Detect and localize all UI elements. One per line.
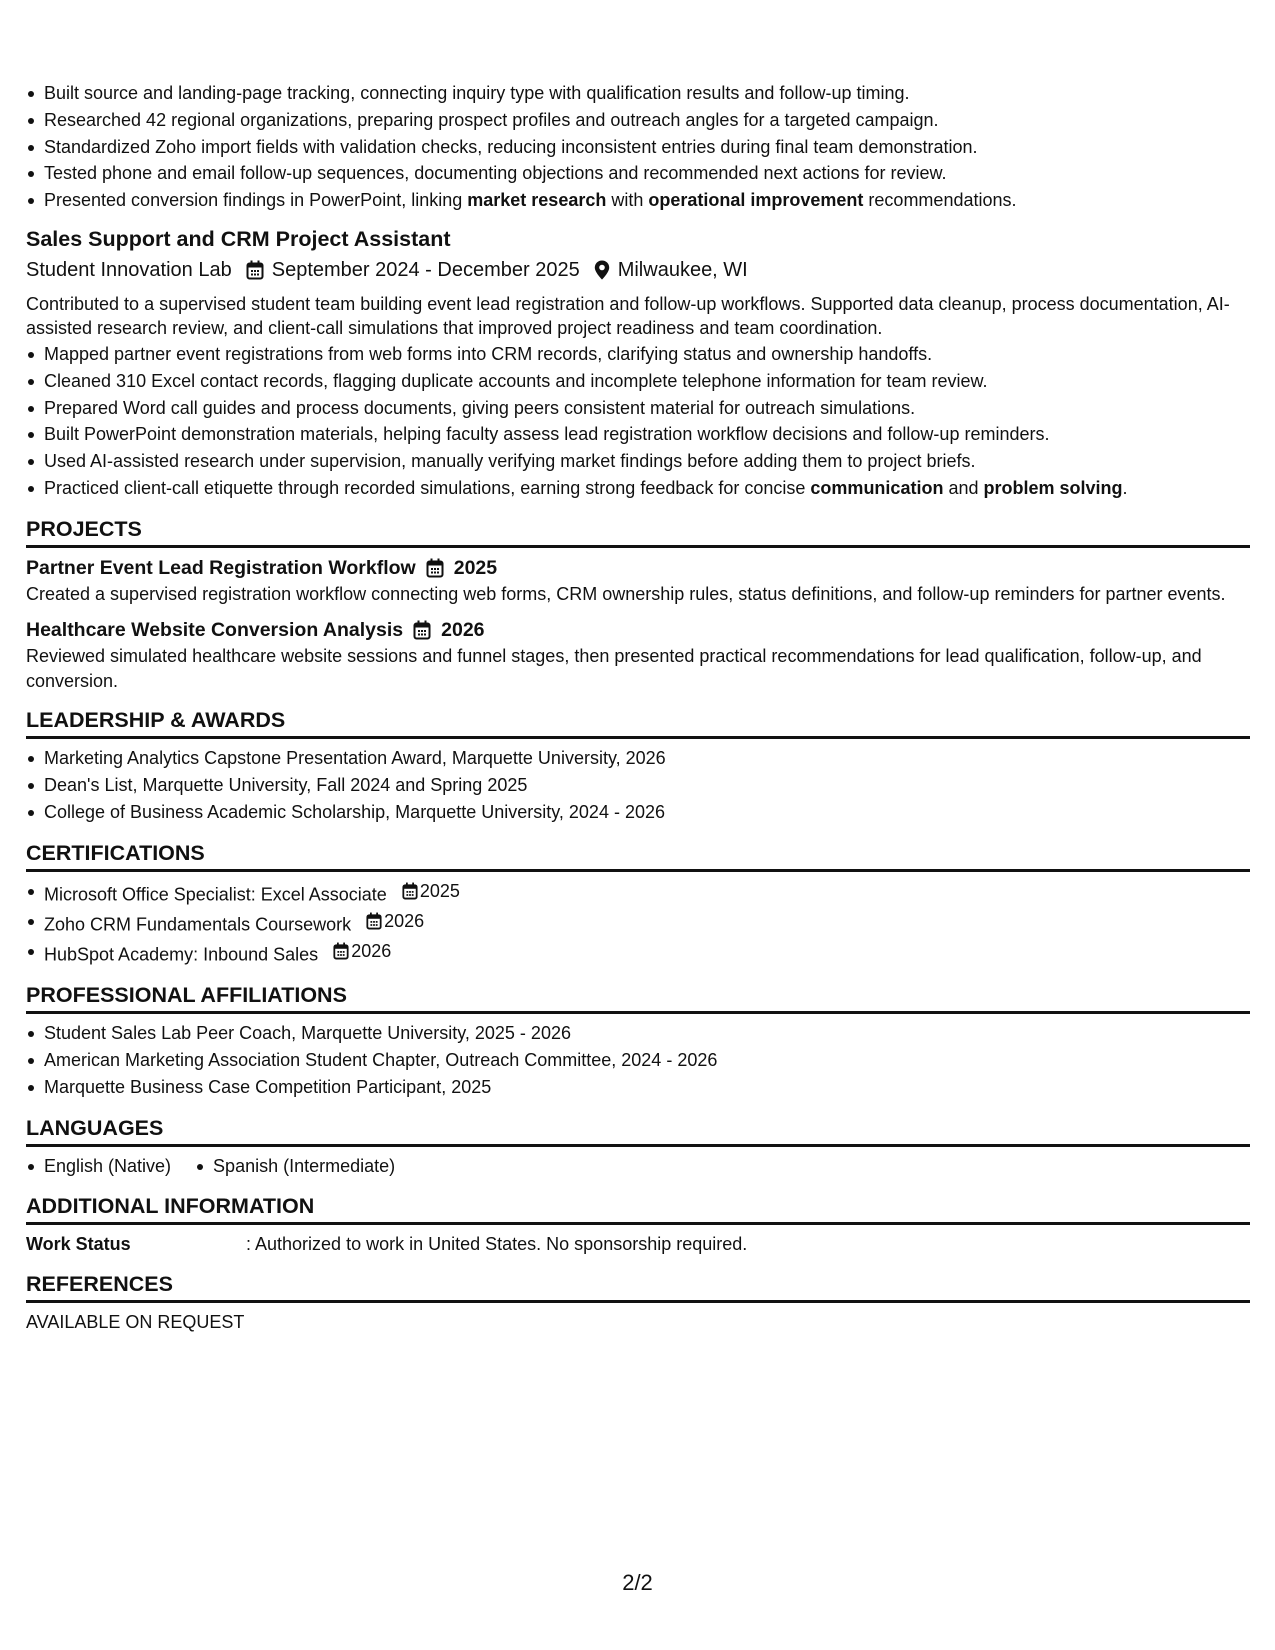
prev-job-bullets xyxy=(26,80,1250,214)
list-item xyxy=(26,908,1250,938)
job-org: Student Innovation Lab xyxy=(26,258,232,281)
map-pin-icon xyxy=(594,260,610,280)
references-section xyxy=(26,1269,1250,1335)
calendar-icon xyxy=(366,912,382,930)
cert-year: 2025 xyxy=(419,880,460,901)
cert-name: Microsoft Office Specialist: Excel Associate xyxy=(44,884,387,905)
bullet-text: Practiced client-call etiquette through recorded simulations, earning strong feedback for concise xyxy=(44,477,811,498)
cert-name: Zoho CRM Fundamentals Coursework xyxy=(44,914,352,935)
list-item: American Marketing Association Student Chapter, Outreach Committee, 2024 - 2026 xyxy=(26,1047,1250,1074)
list-item: Prepared Word call guides and process documents, giving peers consistent material for outreach simulations. xyxy=(26,395,1250,422)
list-item: Standardized Zoho import fields with validation checks, reducing inconsistent entries during final team demonstration. xyxy=(26,134,1250,161)
list-item: Used AI-assisted research under supervision, manually verifying market findings before adding them to project briefs. xyxy=(26,448,1250,475)
list-item: College of Business Academic Scholarship, Marquette University, 2024 - 2026 xyxy=(26,799,1250,826)
cert-date xyxy=(402,878,460,905)
list-item: Tested phone and email follow-up sequences, documenting objections and recommended next actions for review. xyxy=(26,160,1250,187)
project-description: Reviewed simulated healthcare website sessions and funnel stages, then presented practical recommendations for lead qualification, follow-up, and conversion. xyxy=(26,646,1202,691)
project-year: 2026 xyxy=(441,619,485,642)
bold-keyword: operational improvement xyxy=(648,190,864,211)
languages-list xyxy=(26,1153,1250,1180)
job-title: Sales Support and CRM Project Assistant xyxy=(26,226,451,251)
calendar-icon xyxy=(402,882,418,900)
bold-keyword: market research xyxy=(467,190,607,211)
calendar-icon xyxy=(333,942,349,960)
section-heading: CERTIFICATIONS xyxy=(26,838,1250,872)
project-title: Healthcare Website Conversion Analysis xyxy=(26,619,404,642)
awards-section xyxy=(26,705,1250,825)
job-bullets xyxy=(26,341,1250,502)
project-title-row xyxy=(26,616,1250,644)
work-status-row xyxy=(26,1231,1250,1257)
cert-date xyxy=(366,908,424,935)
certifications-section xyxy=(26,838,1250,969)
affiliations-list xyxy=(26,1020,1250,1100)
list-item xyxy=(26,475,1250,502)
references-text: AVAILABLE ON REQUEST xyxy=(26,1312,245,1333)
list-item xyxy=(26,938,1250,968)
project-entry xyxy=(26,616,1250,693)
work-status-label: Work Status xyxy=(26,1234,131,1255)
bullet-text: with xyxy=(606,190,649,211)
list-item xyxy=(26,878,1250,908)
project-title: Partner Event Lead Registration Workflow xyxy=(26,556,416,579)
cert-year: 2026 xyxy=(384,910,425,931)
section-heading: PROJECTS xyxy=(26,514,1250,548)
bullet-text: . xyxy=(1122,477,1128,498)
bold-keyword: communication xyxy=(810,477,944,498)
section-heading: REFERENCES xyxy=(26,1269,1250,1303)
list-item: Built PowerPoint demonstration materials, helping faculty assess lead registration workflow decisions and follow-up reminders. xyxy=(26,421,1250,448)
job-entry xyxy=(26,224,1250,502)
projects-section xyxy=(26,514,1250,694)
languages-section xyxy=(26,1113,1250,1180)
bullet-text: and xyxy=(943,477,984,498)
list-item: English (Native) xyxy=(26,1153,171,1180)
certifications-list xyxy=(26,878,1250,969)
bullet-text: Presented conversion findings in PowerPoint, linking xyxy=(44,190,468,211)
page-number: 2/2 xyxy=(622,1570,653,1595)
bullet-text: recommendations. xyxy=(863,190,1017,211)
bold-keyword: problem solving xyxy=(983,477,1123,498)
calendar-icon xyxy=(413,620,431,640)
list-item: Cleaned 310 Excel contact records, flagging duplicate accounts and incomplete telephone information for team review. xyxy=(26,368,1250,395)
affiliations-section xyxy=(26,980,1250,1100)
section-heading: LANGUAGES xyxy=(26,1113,1250,1147)
cert-date xyxy=(333,938,391,965)
list-item: Dean's List, Marquette University, Fall 2024 and Spring 2025 xyxy=(26,772,1250,799)
section-heading: LEADERSHIP & AWARDS xyxy=(26,705,1250,739)
awards-list xyxy=(26,745,1250,825)
job-location: Milwaukee, WI xyxy=(617,258,748,281)
list-item: Built source and landing-page tracking, connecting inquiry type with qualification results and follow-up timing. xyxy=(26,80,1250,107)
list-item: Student Sales Lab Peer Coach, Marquette University, 2025 - 2026 xyxy=(26,1020,1250,1047)
calendar-icon xyxy=(246,260,264,280)
calendar-icon xyxy=(426,558,444,578)
list-item: Marquette Business Case Competition Participant, 2025 xyxy=(26,1074,1250,1101)
cert-name: HubSpot Academy: Inbound Sales xyxy=(44,944,319,965)
project-title-row xyxy=(26,554,1250,582)
work-status-value: : Authorized to work in United States. No sponsorship required. xyxy=(246,1234,748,1255)
section-heading: PROFESSIONAL AFFILIATIONS xyxy=(26,980,1250,1014)
section-heading: ADDITIONAL INFORMATION xyxy=(26,1191,1250,1225)
job-summary: Contributed to a supervised student team building event lead registration and follow-up workflows. Supported data cleanup, process documentation, AI-assisted research review, and client-call simulations that improved project readiness and team coordination. xyxy=(26,293,1230,339)
additional-section xyxy=(26,1191,1250,1257)
list-item xyxy=(26,187,1250,214)
project-description: Created a supervised registration workflow connecting web forms, CRM ownership rules, status definitions, and follow-up reminders for partner events. xyxy=(26,583,1226,604)
project-year: 2025 xyxy=(453,556,498,579)
list-item: Spanish (Intermediate) xyxy=(195,1153,395,1180)
list-item: Researched 42 regional organizations, preparing prospect profiles and outreach angles for a targeted campaign. xyxy=(26,107,1250,134)
job-dates: September 2024 - December 2025 xyxy=(271,258,580,281)
resume-page xyxy=(26,80,1250,1335)
list-item: Mapped partner event registrations from web forms into CRM records, clarifying status and ownership handoffs. xyxy=(26,341,1250,368)
job-meta xyxy=(26,254,1250,286)
cert-year: 2026 xyxy=(351,941,392,962)
project-entry xyxy=(26,554,1250,607)
list-item: Marketing Analytics Capstone Presentation Award, Marquette University, 2026 xyxy=(26,745,1250,772)
